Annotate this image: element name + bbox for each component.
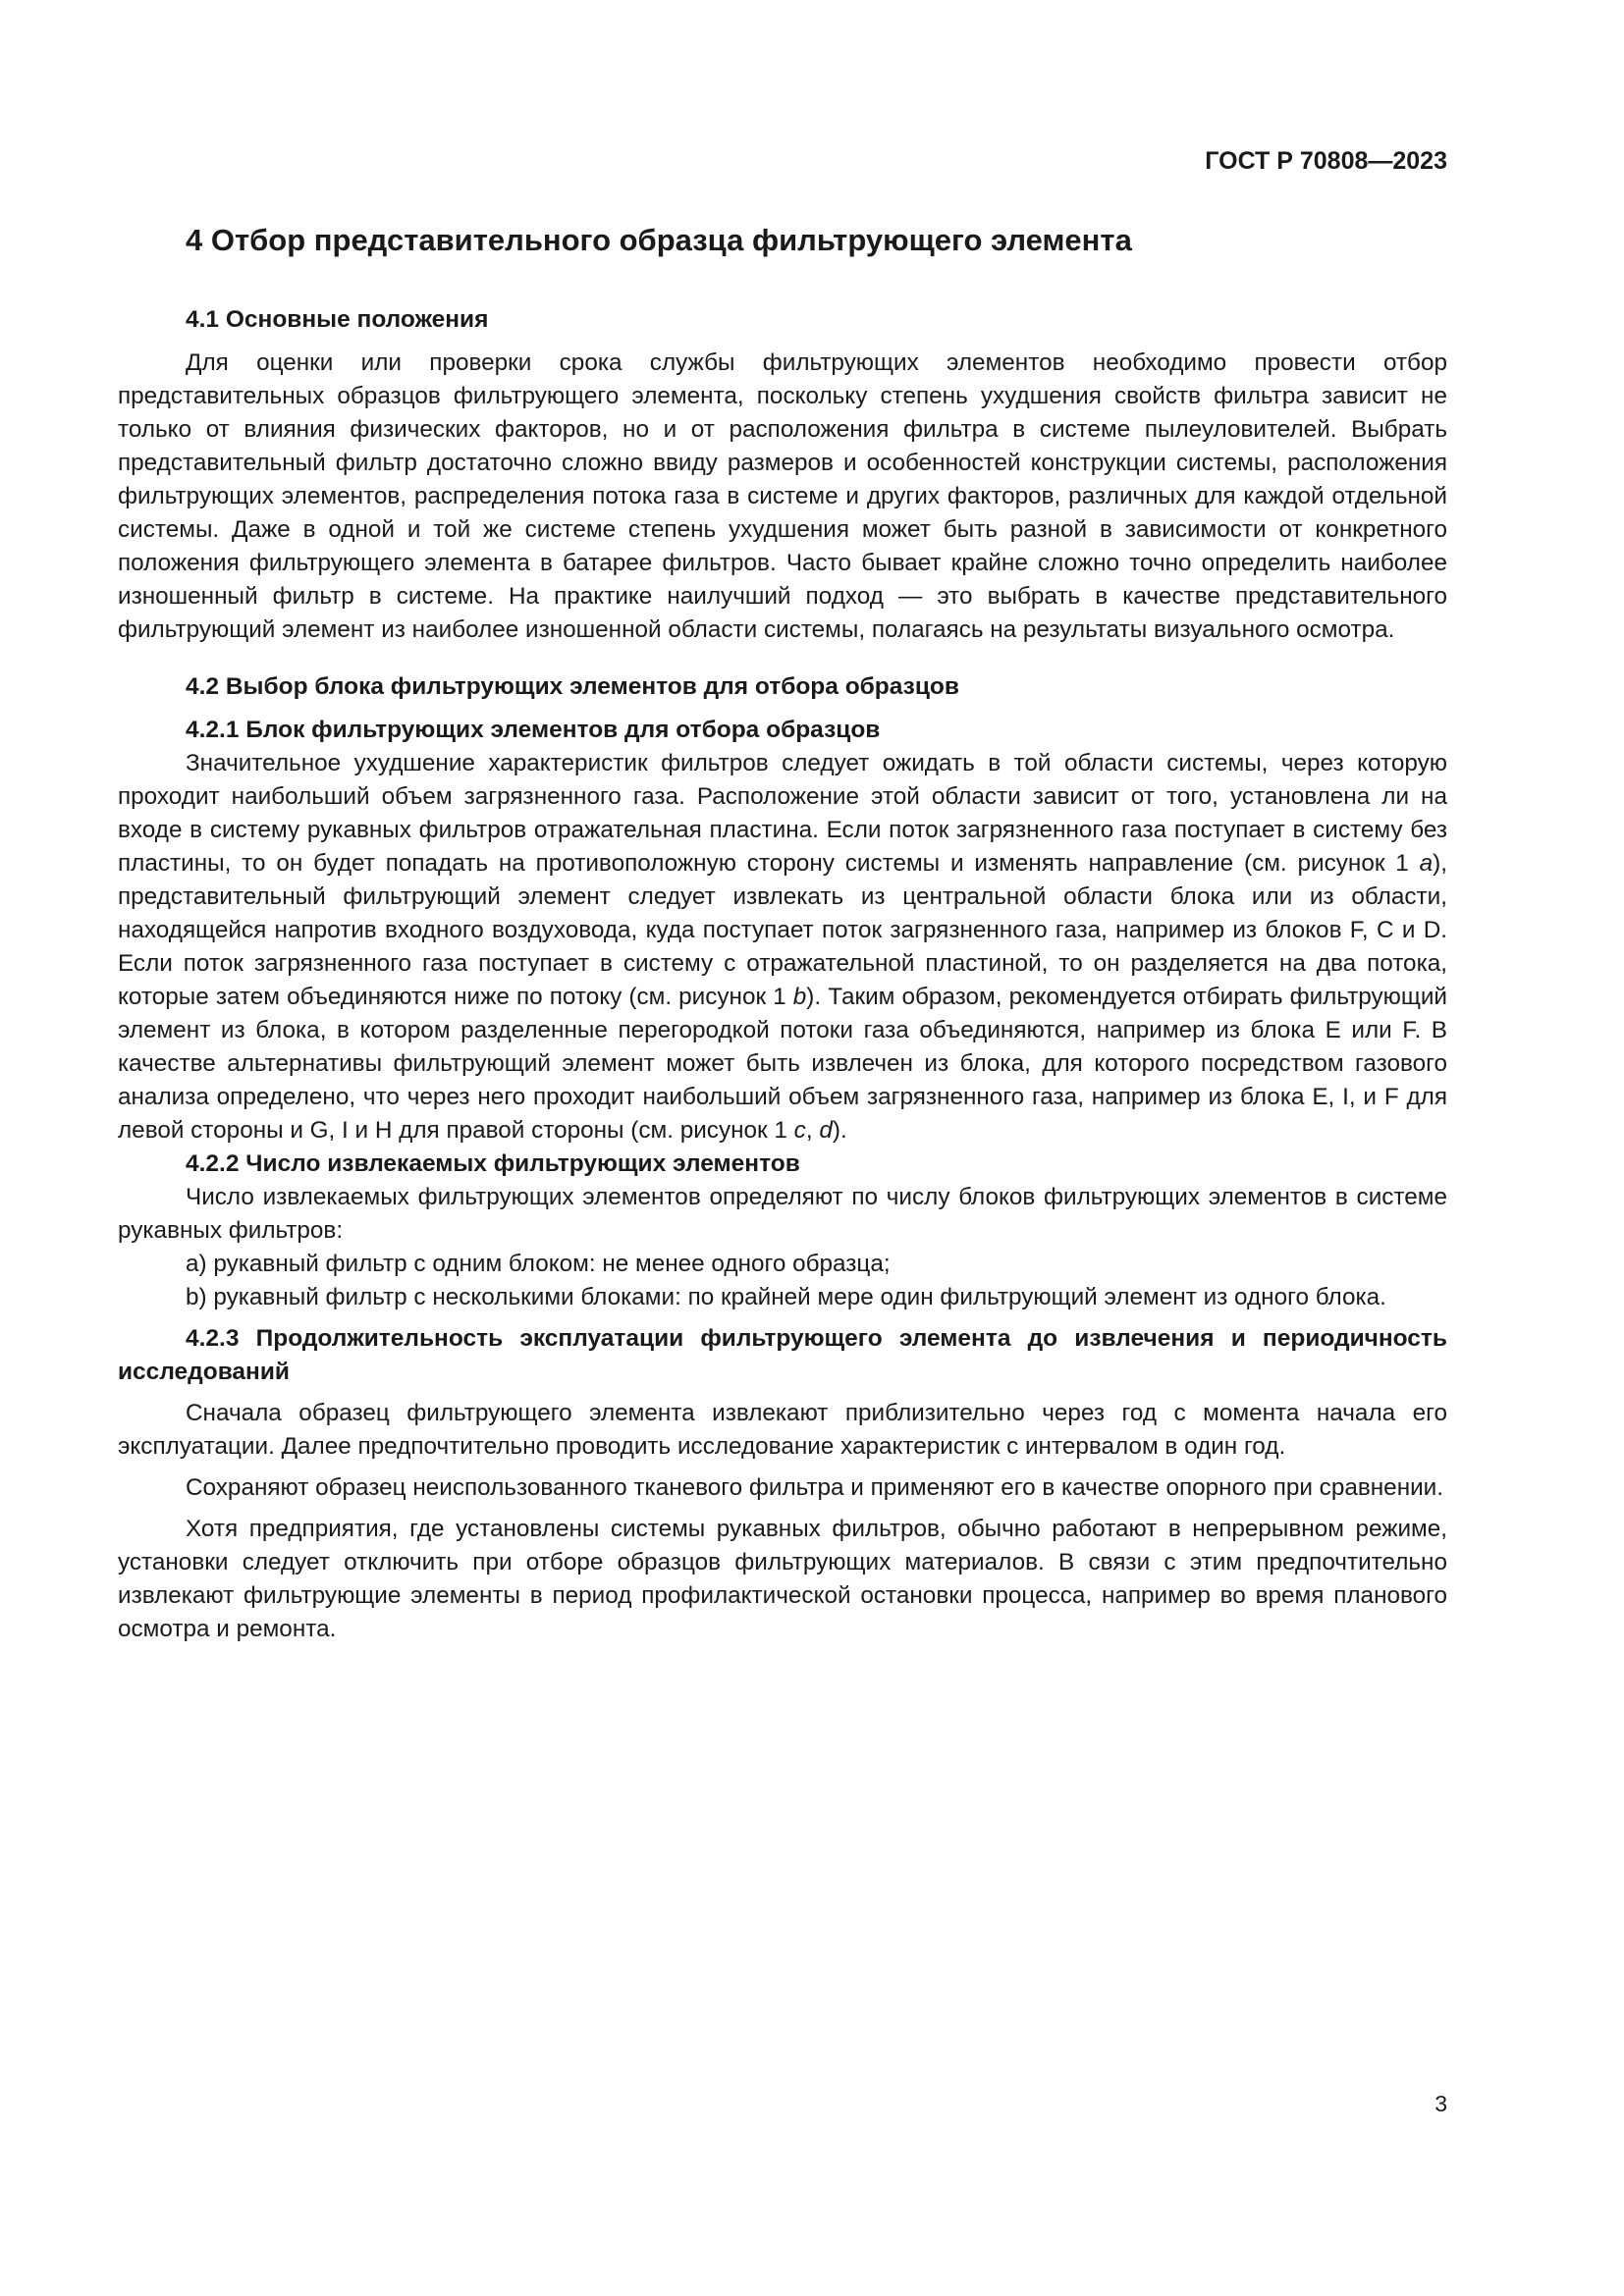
page-number: 3 bbox=[1435, 2091, 1447, 2116]
figure-ref-a: a bbox=[1419, 850, 1434, 877]
p421-text-1: Значительное ухудшение характеристик фильтров следует ожидать в той области системы, через которую проходит наибольший объем загрязненного газа. Расположение этой области зависит от того, установлена ли на входе в систему рукавных фильтров отражательная пластина. Если поток загрязненного газа поступает в систему без пластины, то он будет попадать на противоположную сторону системы и изменять направление (см. рисунок 1 bbox=[118, 750, 1447, 877]
section-4-2-2-title: 4.2.2 Число извлекаемых фильтрующих элементов bbox=[186, 1150, 800, 1177]
section-4-title: 4 Отбор представительного образца фильтрующего элемента bbox=[186, 223, 1132, 257]
list-item-b: b) рукавный фильтр с несколькими блоками: по крайней мере один фильтрующий элемент из одного блока. bbox=[186, 1284, 1386, 1310]
section-4-2-2-paragraph: Число извлекаемых фильтрующих элементов определяют по числу блоков фильтрующих элементов в системе рукавных фильтров: bbox=[118, 1184, 1447, 1244]
p421-end: ). bbox=[832, 1117, 847, 1144]
page-content bbox=[118, 221, 1447, 1646]
section-4-2-1-title: 4.2.1 Блок фильтрующих элементов для отбора образцов bbox=[186, 717, 881, 743]
section-4-1-paragraph: Для оценки или проверки срока службы фильтрующих элементов необходимо провести отбор представительных образцов фильтрующего элемента, поскольку степень ухудшения свойств фильтра зависит не только от влияния физических факторов, но и от расположения фильтра в системе пылеуловителей. Выбрать представительный фильтр достаточно сложно ввиду размеров и особенностей конструкции системы, расположения фильтрующих элементов, распределения потока газа в системе и других факторов, различных для каждой отдельной системы. Даже в одной и той же системе степень ухудшения может быть разной в зависимости от конкретного положения фильтрующего элемента в батарее фильтров. Часто бывает крайне сложно точно определить наиболее изношенный фильтр в системе. На практике наилучший подход — это выбрать в качестве представительного фильтрующий элемент из наиболее изношенной области системы, полагаясь на результаты визуального осмотра. bbox=[118, 349, 1447, 643]
p421-sep: , bbox=[805, 1117, 820, 1144]
figure-ref-c: c bbox=[793, 1117, 806, 1144]
section-4-2-3-paragraph-3: Хотя предприятия, где установлены системы рукавных фильтров, обычно работают в непрерывном режиме, установки следует отключить при отборе образцов фильтрующих материалов. В связи с этим предпочтительно извлекают фильтрующие элементы в период профилактической остановки процесса, например во время планового осмотра и ремонта. bbox=[118, 1516, 1447, 1642]
p421-text-3: ). Таким образом, рекомендуется отбирать фильтрующий элемент из блока, в котором разделенные перегородкой потоки газа объединяются, например из блока E или F. В качестве альтернативы фильтрующий элемент может быть извлечен из блока, для которого посредством газового анализа определено, что через него проходит наибольший объем загрязненного газа, например из блока E, I, и F для левой стороны и G, I и H для правой стороны (см. рисунок 1 bbox=[118, 984, 1447, 1144]
figure-ref-b: b bbox=[792, 984, 807, 1010]
section-4-1-title: 4.1 Основные положения bbox=[186, 306, 489, 333]
p421-text-2: ), представительный фильтрующий элемент следует извлекать из центральной области блока или из области, находящейся напротив входного воздуховода, куда поступает поток загрязненного газа, например из блоков F, C и D. Если поток загрязненного газа поступает в систему с отражательной пластиной, то он разделяется на два потока, которые затем объединяются ниже по потоку (см. рисунок 1 bbox=[118, 850, 1447, 1010]
document-code-header: ГОСТ Р 70808—2023 bbox=[1205, 147, 1447, 175]
section-4-2-3-paragraph-1: Сначала образец фильтрующего элемента извлекают приблизительно через год с момента начала его эксплуатации. Далее предпочтительно проводить исследование характеристик с интервалом в один год. bbox=[118, 1400, 1447, 1460]
section-4-2-3-paragraph-2: Сохраняют образец неиспользованного тканевого фильтра и применяют его в качестве опорного при сравнении. bbox=[186, 1474, 1444, 1501]
section-4-2-title: 4.2 Выбор блока фильтрующих элементов для отбора образцов bbox=[186, 673, 959, 700]
list-item-a: a) рукавный фильтр с одним блоком: не менее одного образца; bbox=[186, 1251, 891, 1277]
section-4-2-3-title: 4.2.3 Продолжительность эксплуатации фильтрующего элемента до извлечения и периодичность исследований bbox=[118, 1325, 1447, 1385]
figure-ref-d: d bbox=[819, 1117, 833, 1144]
section-4-2-1-paragraph bbox=[118, 747, 1447, 1148]
